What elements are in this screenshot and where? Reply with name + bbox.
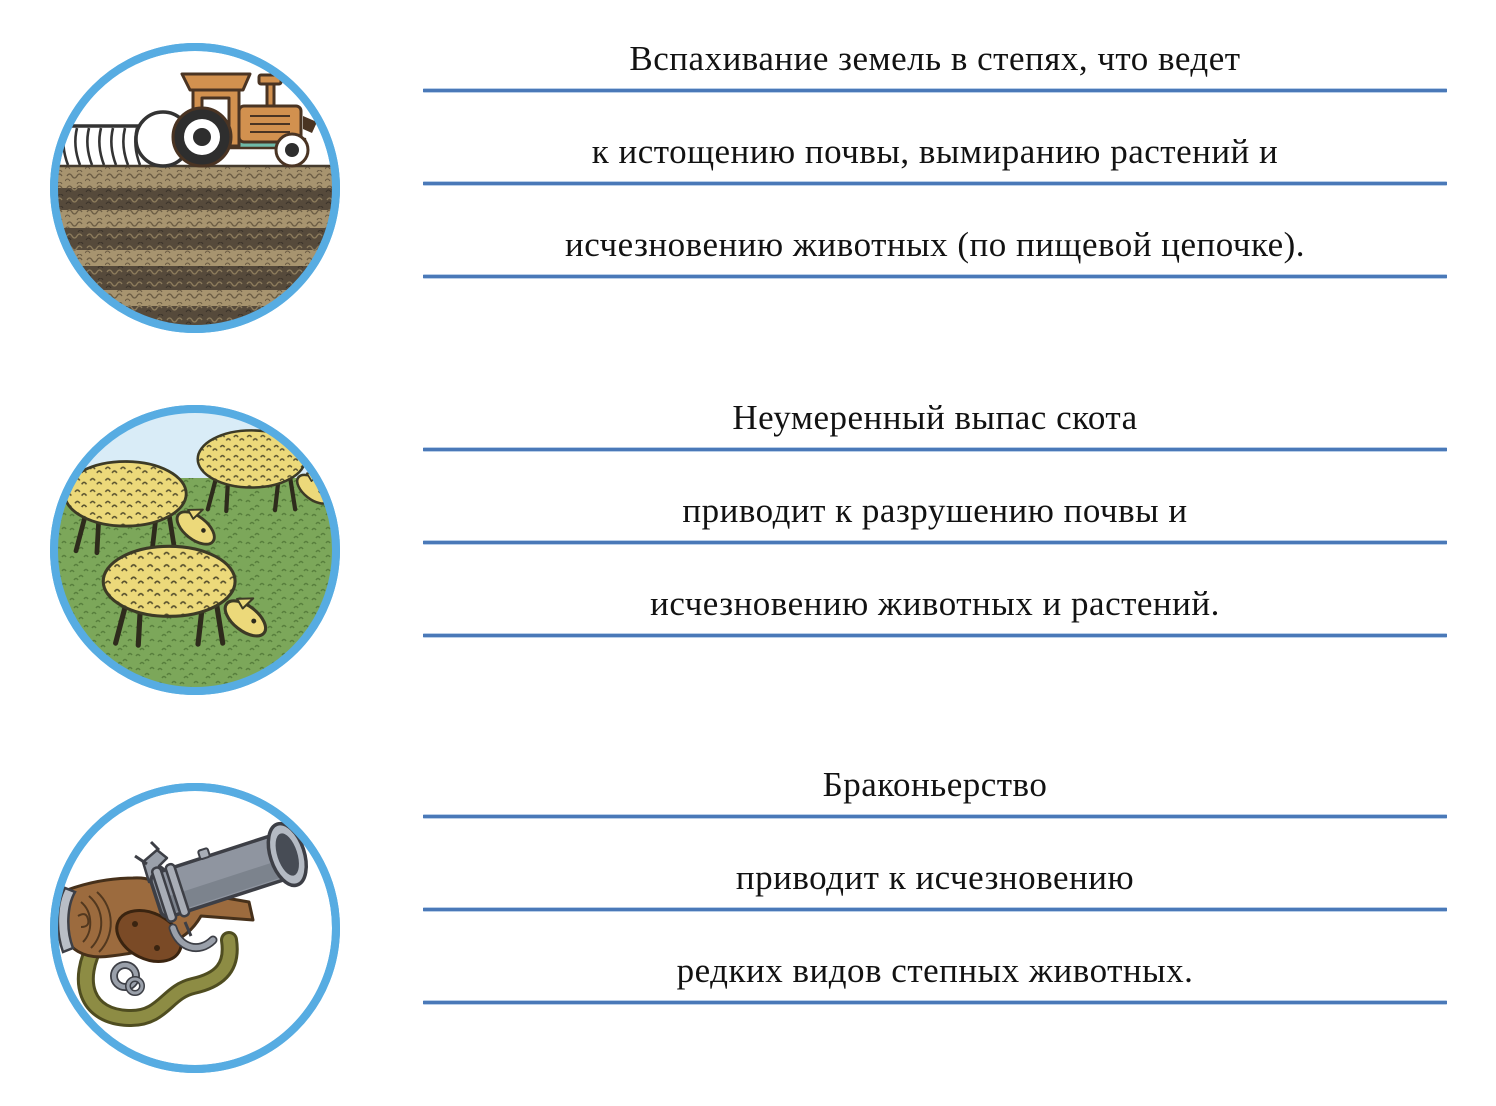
- answer-underline: [423, 907, 1447, 912]
- row-grazing-answers: [423, 359, 1447, 638]
- answer-field: [423, 819, 1447, 912]
- answer-underline: [423, 633, 1447, 638]
- answer-text: Браконьерство: [822, 765, 1048, 804]
- answer-field: [423, 452, 1447, 545]
- answer-underline: [423, 540, 1447, 545]
- answer-field: [423, 93, 1447, 186]
- answer-text: исчезновению животных и растений.: [650, 584, 1220, 623]
- grazing-sheep-icon: [45, 400, 345, 700]
- tractor-plowing-field-icon: [45, 38, 345, 338]
- row-poaching-answers: [423, 726, 1447, 1005]
- answer-text: редких видов степных животных.: [676, 951, 1194, 990]
- row-grazing-illustration: [0, 359, 423, 700]
- answer-text: исчезновению животных (по пищевой цепочке).: [564, 225, 1306, 264]
- answer-underline: [423, 447, 1447, 452]
- answer-field: [423, 726, 1447, 819]
- answer-field: [423, 186, 1447, 279]
- row-poaching: [0, 726, 1496, 1078]
- answer-text: Неумеренный выпас скота: [732, 398, 1138, 437]
- answer-underline: [423, 274, 1447, 279]
- answer-underline: [423, 814, 1447, 819]
- answer-field: [423, 912, 1447, 1005]
- answer-text: приводит к исчезновению: [735, 858, 1135, 897]
- answer-underline: [423, 1000, 1447, 1005]
- answer-text: Вспахивание земель в степях, что ведет: [629, 39, 1241, 78]
- row-plowing-answers: [423, 0, 1447, 279]
- answer-text: приводит к разрушению почвы и: [682, 491, 1188, 530]
- row-plowing-illustration: [0, 0, 423, 338]
- answer-field: [423, 0, 1447, 93]
- answer-underline: [423, 88, 1447, 93]
- row-poaching-illustration: [0, 726, 423, 1078]
- answer-text: к истощению почвы, вымиранию растений и: [591, 132, 1279, 171]
- answer-field: [423, 545, 1447, 638]
- row-plowing: [0, 0, 1496, 338]
- row-grazing: [0, 359, 1496, 700]
- answer-underline: [423, 181, 1447, 186]
- answer-field: [423, 359, 1447, 452]
- hunting-gun-icon: [45, 778, 345, 1078]
